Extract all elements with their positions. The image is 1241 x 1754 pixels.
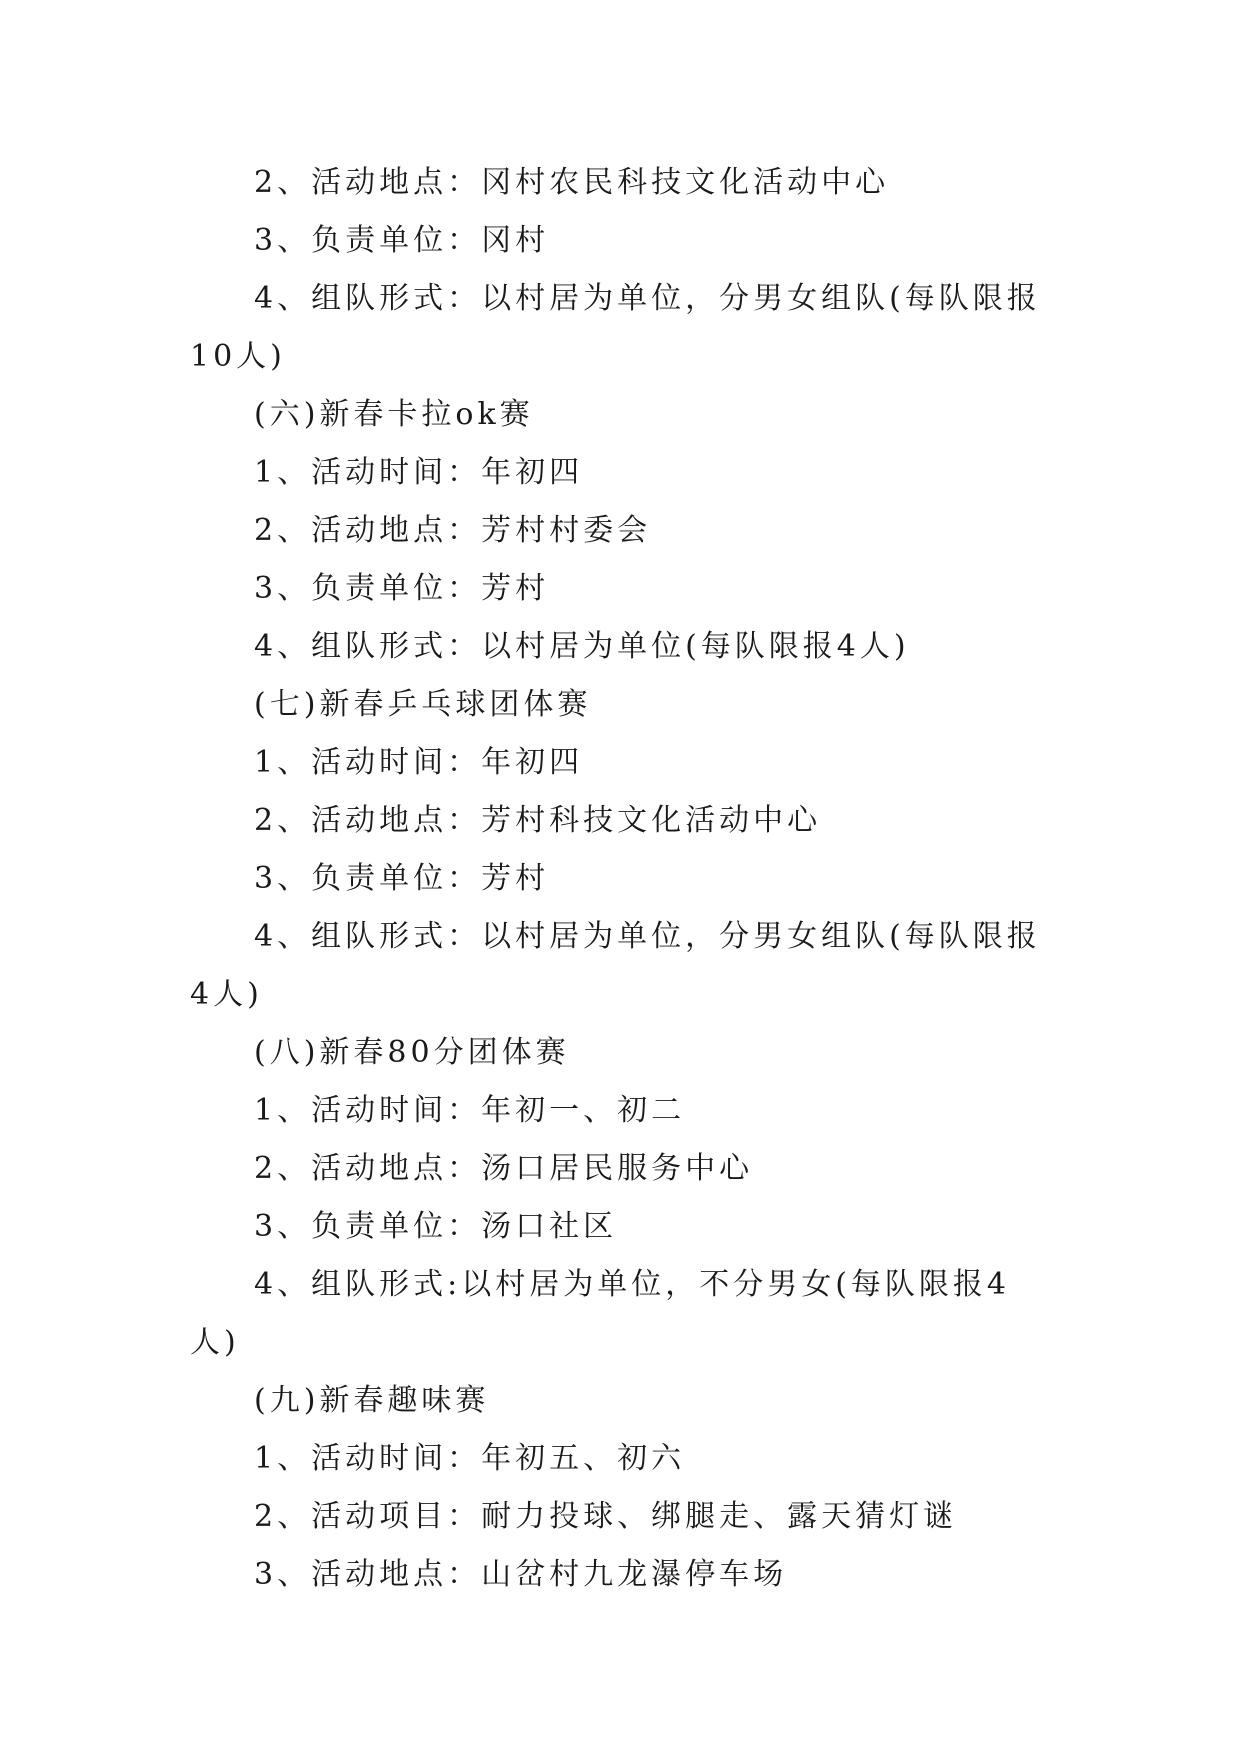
paragraph: 3、活动地点：山岔村九龙瀑停车场 xyxy=(254,1557,788,1592)
section-heading: (七)新春乒乓球团体赛 xyxy=(254,687,592,722)
paragraph: 3、负责单位：冈村 xyxy=(254,223,550,258)
paragraph: 2、活动地点：芳村村委会 xyxy=(254,513,652,548)
paragraph: 1、活动时间：年初一、初二 xyxy=(254,1093,686,1128)
section-heading: (六)新春卡拉ok赛 xyxy=(254,397,534,432)
paragraph: 2、活动地点：芳村科技文化活动中心 xyxy=(254,803,822,838)
paragraph: 3、负责单位：芳村 xyxy=(254,571,550,606)
paragraph: 1、活动时间：年初四 xyxy=(254,745,584,780)
paragraph: 1、活动时间：年初五、初六 xyxy=(254,1441,686,1476)
paragraph: 2、活动地点：冈村农民科技文化活动中心 xyxy=(254,165,890,200)
paragraph: 1、活动时间：年初四 xyxy=(254,455,584,490)
document-body xyxy=(190,154,1056,1604)
paragraph: 2、活动项目：耐力投球、绑腿走、露天猜灯谜 xyxy=(254,1499,958,1534)
paragraph: 4、组队形式：以村居为单位，分男女组队(每队限报4人) xyxy=(190,919,1041,1012)
paragraph: 4、组队形式:以村居为单位，不分男女(每队限报4人) xyxy=(190,1267,1010,1360)
paragraph: 2、活动地点：汤口居民服务中心 xyxy=(254,1151,754,1186)
paragraph: 3、负责单位：汤口社区 xyxy=(254,1209,618,1244)
section-heading: (九)新春趣味赛 xyxy=(254,1383,490,1418)
section-heading: (八)新春80分团体赛 xyxy=(254,1035,570,1070)
paragraph: 4、组队形式：以村居为单位，分男女组队(每队限报10人) xyxy=(190,281,1041,374)
paragraph: 4、组队形式：以村居为单位(每队限报4人) xyxy=(254,629,910,664)
paragraph: 3、负责单位：芳村 xyxy=(254,861,550,896)
